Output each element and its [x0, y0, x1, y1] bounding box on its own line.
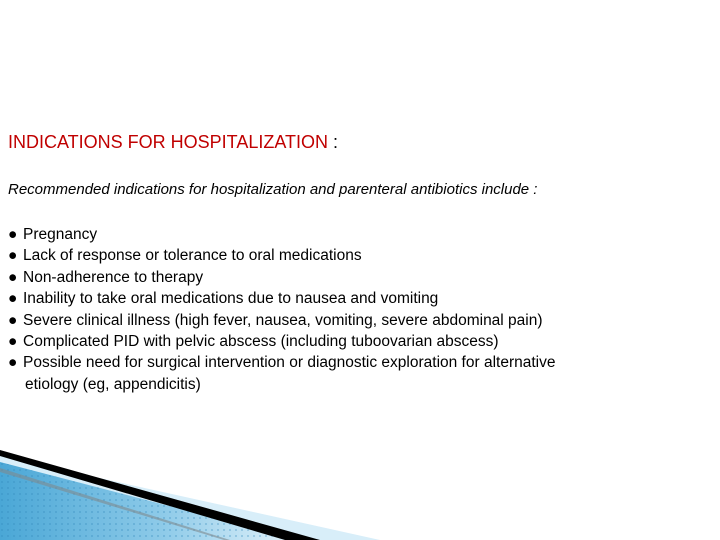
bullet-icon: ●: [8, 354, 18, 372]
list-item-text: [23, 310, 543, 331]
list-item: [8, 224, 555, 245]
slide-title: [8, 130, 338, 154]
bullet-icon: ●: [8, 268, 18, 286]
corner-swoosh-decoration: [0, 450, 720, 540]
intro-text: Recommended indications for hospitalization and parenteral antibiotics include :: [8, 181, 538, 198]
title-text: INDICATIONS FOR HOSPITALIZATION: [8, 132, 329, 152]
swoosh-light-band: [0, 456, 380, 540]
indications-list: [8, 224, 555, 395]
bullet-icon: ●: [8, 247, 18, 265]
list-item: [8, 331, 555, 352]
list-item-text: [23, 288, 438, 309]
list-item: [8, 352, 555, 395]
list-item-line: Pregnancy: [23, 226, 98, 243]
list-item: [8, 245, 555, 266]
bullet-icon: ●: [8, 290, 18, 308]
swoosh-dark-stroke: [0, 450, 320, 540]
list-item-text: [23, 267, 203, 288]
title-colon: :: [328, 132, 339, 152]
list-item-line: Lack of response or tolerance to oral medications: [23, 247, 362, 265]
list-item-line: Possible need for surgical intervention or diagnostic exploration for alternative: [23, 354, 556, 372]
list-item-line: Inability to take oral medications due to nausea and vomiting: [23, 290, 439, 308]
list-item-line: Non-adherence to therapy: [23, 268, 204, 286]
list-item-line: Complicated PID with pelvic abscess (including tuboovarian abscess): [23, 333, 499, 351]
list-item-text: [23, 224, 97, 245]
list-item-line: etiology (eg, appendicitis): [25, 375, 201, 393]
list-item: [8, 267, 555, 288]
bullet-icon: ●: [8, 311, 18, 329]
list-item-text: [23, 331, 499, 352]
list-item: [8, 310, 555, 331]
list-item-text: [23, 245, 362, 266]
bullet-icon: ●: [8, 333, 18, 351]
swoosh-blue-band: [0, 462, 300, 540]
swoosh-gray-line: [0, 468, 230, 540]
list-item-line: Severe clinical illness (high fever, nausea, vomiting, severe abdominal pain): [23, 311, 543, 329]
list-item: [8, 288, 555, 309]
swoosh-dot-texture: [0, 462, 300, 540]
bullet-icon: ●: [8, 226, 18, 243]
list-item-text: [23, 352, 555, 395]
